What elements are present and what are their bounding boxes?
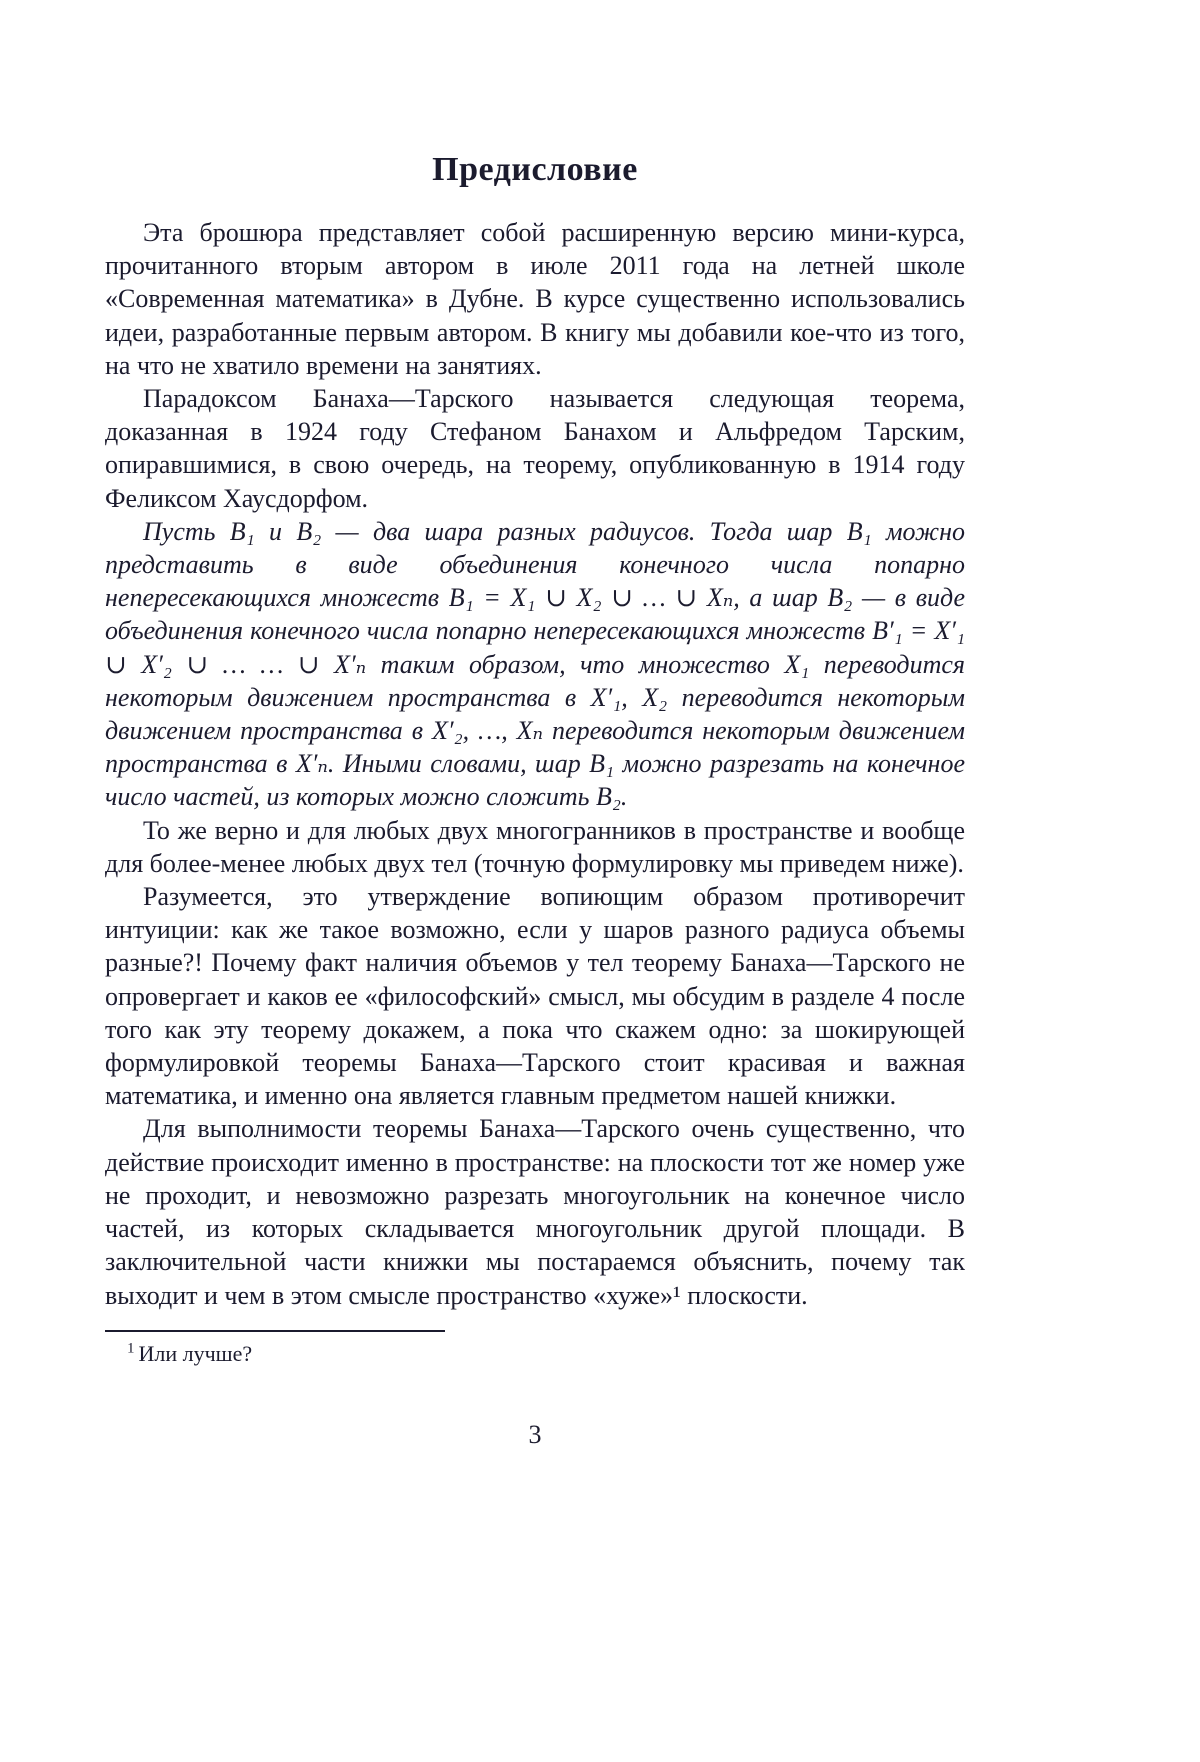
footnote-label: Или лучше? [138, 1340, 253, 1366]
page-title: Предисловие [432, 151, 638, 188]
footnote [105, 1330, 965, 1368]
paragraph-paradox-history: Парадоксом Банаха—Тарского называется следующая теорема, доказанная в 1924 году Стефаном Банахом и Альфредом Тарским, опиравшимися, в свою очередь, на теорему, опубликованную в 1914 году Феликсом Хаусдорфом. [105, 384, 965, 513]
footnote-rule [105, 1330, 445, 1332]
footnote-text [105, 1340, 965, 1368]
paragraph-theorem-statement: Пусть B₁ и B₂ — два шара разных радиусов. Тогда шар B₁ можно представить в виде объединения конечного числа попарно непересекающихся множеств B₁ = X₁ ∪ X₂ ∪ … ∪ Xₙ, а шар B₂ — в виде объединения конечного числа попарно непересекающихся множеств B′₁ = X′₁ ∪ X′₂ ∪ … … ∪ X′ₙ таким образом, что множество X₁ переводится некоторым движением пространства в X′₁, X₂ переводится некоторым движением пространства в X′₂, …, Xₙ переводится некоторым движением пространства в X′ₙ. Иными словами, шар B₁ можно разрезать на конечное число частей, из которых можно сложить B₂. [105, 516, 965, 812]
footnote-marker: 1 [127, 1340, 135, 1357]
paragraph-intro: Эта брошюра представляет собой расширенную версию мини-курса, прочитанного вторым автором в июле 2011 года на летней школе «Современная математика» в Дубне. В курсе существенно использовались идеи, разработанные первым автором. В книгу мы добавили кое-что из того, на что не хватило времени на занятиях. [105, 218, 965, 380]
page-body [105, 216, 965, 1312]
paragraph-space-vs-plane: Для выполнимости теоремы Банаха—Тарского очень существенно, что действие происходит именно в пространстве: на плоскости тот же номер уже не проходит, и невозможно разрезать многоугольник на конечное число частей, из которых складывается многоугольник другой площади. В заключительной части книжки мы постараемся объяснить, почему так выходит и чем в этом смысле пространство «хуже»¹ плоскости. [105, 1114, 965, 1310]
page-number: 3 [528, 1419, 542, 1449]
paragraph-generalization: То же верно и для любых двух многогранников в пространстве и вообще для более-менее любых двух тел (точную формулировку мы приведем ниже). [105, 815, 965, 878]
paragraph-intuition: Разумеется, это утверждение вопиющим образом противоречит интуиции: как же такое возможно, если у шаров разного радиуса объемы разные?! Почему факт наличия объемов у тел теорему Банаха—Тарского не опровергает и каков ее «философский» смысл, мы обсудим в разделе 4 после того как эту теорему докажем, а пока что скажем одно: за шокирующей формулировкой теоремы Банаха—Тарского стоит красивая и важная математика, и именно она является главным предметом нашей книжки. [105, 882, 965, 1111]
